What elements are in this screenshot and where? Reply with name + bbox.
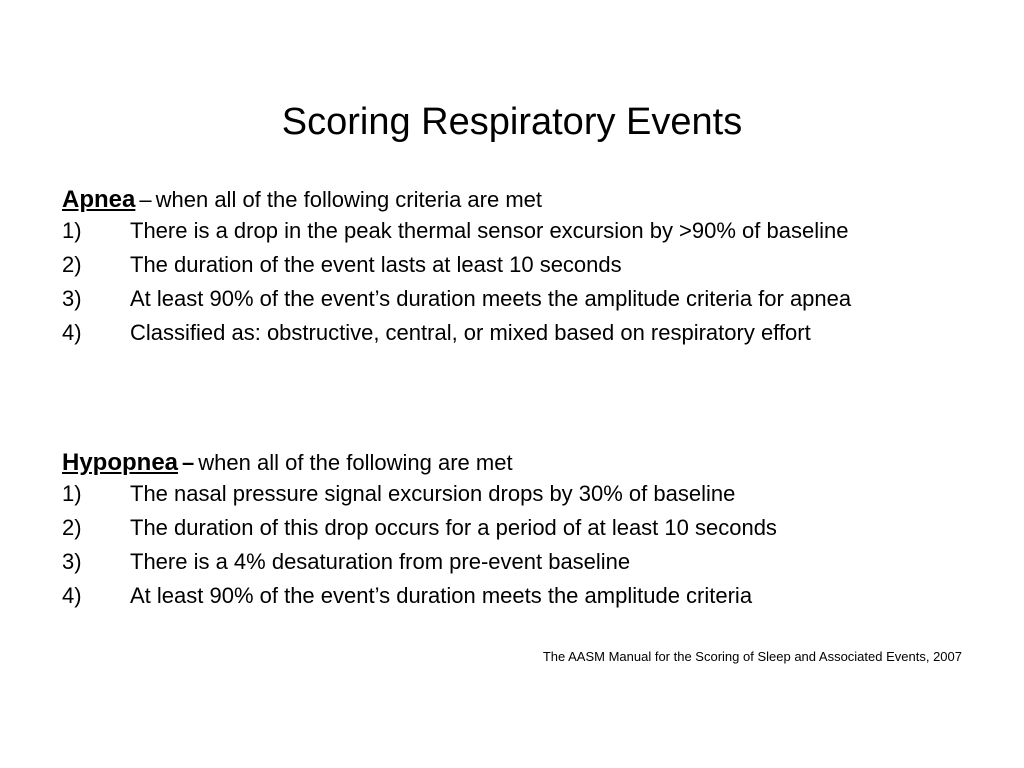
list-item xyxy=(62,514,962,541)
slide-title: Scoring Respiratory Events xyxy=(281,101,743,144)
list-item-number: 1) xyxy=(62,481,82,506)
list-item xyxy=(62,285,962,312)
list-item-text: The nasal pressure signal excursion drops by 30% of baseline xyxy=(130,481,736,506)
list-item-text: The duration of the event lasts at least 10 seconds xyxy=(130,252,622,277)
list-item-number: 4) xyxy=(62,583,82,608)
apnea-intro: when all of the following criteria are met xyxy=(155,187,543,212)
hypopnea-dash: – xyxy=(182,450,195,475)
list-item xyxy=(62,548,962,575)
hypopnea-term: Hypopnea xyxy=(62,449,179,476)
list-item xyxy=(62,582,962,609)
list-item-text: There is a drop in the peak thermal sensor excursion by >90% of baseline xyxy=(130,218,849,243)
list-item-number: 3) xyxy=(62,286,82,311)
list-item-text: At least 90% of the event’s duration meets the amplitude criteria for apnea xyxy=(130,286,852,311)
list-item xyxy=(62,251,962,278)
hypopnea-intro: when all of the following are met xyxy=(198,450,513,475)
list-item xyxy=(62,319,962,346)
citation: The AASM Manual for the Scoring of Sleep and Associated Events, 2007 xyxy=(542,649,962,664)
list-item-number: 1) xyxy=(62,218,82,243)
list-item xyxy=(62,217,962,244)
apnea-dash: – xyxy=(139,187,152,212)
hypopnea-criteria-list xyxy=(62,480,962,609)
hypopnea-heading xyxy=(62,446,962,480)
list-item xyxy=(62,480,962,507)
list-item-number: 3) xyxy=(62,549,82,574)
list-item-text: Classified as: obstructive, central, or mixed based on respiratory effort xyxy=(130,320,811,345)
apnea-criteria-list xyxy=(62,217,962,346)
list-item-number: 2) xyxy=(62,252,82,277)
apnea-term: Apnea xyxy=(62,186,136,213)
list-item-text: The duration of this drop occurs for a period of at least 10 seconds xyxy=(130,515,777,540)
list-item-text: At least 90% of the event’s duration meets the amplitude criteria xyxy=(130,583,753,608)
apnea-section xyxy=(62,183,962,353)
list-item-text: There is a 4% desaturation from pre-event baseline xyxy=(130,549,631,574)
list-item-number: 4) xyxy=(62,320,82,345)
hypopnea-section xyxy=(62,446,962,616)
list-item-number: 2) xyxy=(62,515,82,540)
apnea-heading xyxy=(62,183,962,217)
